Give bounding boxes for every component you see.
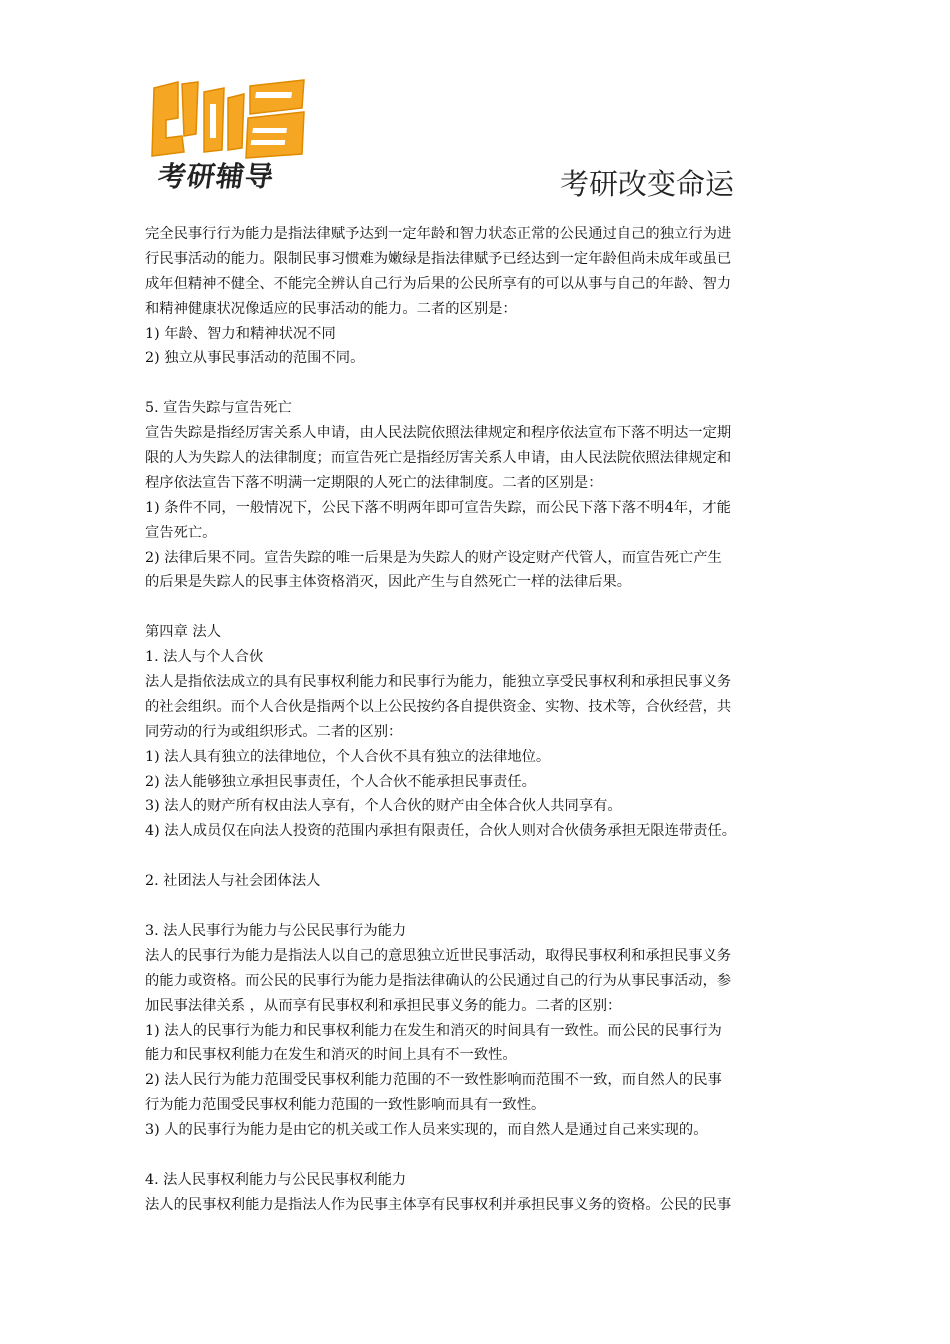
text-line: 3. 法人民事行为能力与公民民事行为能力 (145, 922, 407, 939)
text-line: 完全民事行行为能力是指法律赋予达到一定年龄和智力状态正常的公民通过自己的独立行为进 (145, 226, 732, 242)
text-line: 4. 法人民事权利能力与公民民事权利能力 (145, 1171, 407, 1188)
blank-line (145, 894, 810, 919)
text-line: 1) 年龄、智力和精神状况不同 (145, 325, 336, 342)
logo-mark-icon (148, 78, 308, 160)
text-line: 能力和民事权利能力在发生和消灭的时间上具有不一致性。 (145, 1047, 517, 1064)
blank-line (145, 844, 810, 869)
text-line: 1) 条件不同，一般情况下，公民下落不明两年即可宣告失踪，而公民下落下落不明4年，才能 (145, 499, 731, 516)
slogan: 考研改变命运 (560, 167, 735, 201)
text-line: 2) 独立从事民事活动的范围不同。 (145, 350, 365, 367)
text-line: 的能力或资格。而公民的民事行为能力是指法律确认的公民通过自己的行为从事民事活动，参 (145, 972, 732, 989)
svg-text:凯程: 凯程 (148, 78, 150, 79)
text-line: 行民事活动的能力。限制民事习惯难为嫩绿是指法律赋予已经达到一定年龄但尚未成年或虽已 (145, 250, 732, 267)
text-line: 法人的民事行为能力是指法人以自己的意思独立近世民事活动，取得民事权利和承担民事义务 (145, 947, 732, 964)
text-line: 和精神健康状况像适应的民事活动的能力。二者的区别是： (145, 300, 517, 317)
text-line: 2. 社团法人与社会团体法人 (145, 873, 321, 890)
text-line: 3) 法人的财产所有权由法人享有，个人合伙的财产由全体合伙人共同享有。 (145, 798, 622, 815)
logo-subtitle: 考研辅导 (155, 160, 277, 193)
text-line: 2) 法人民行为能力范围受民事权利能力范围的不一致性影响而范围不一致，而自然人的民事 (145, 1072, 722, 1089)
text-line: 3) 人的民事行为能力是由它的机关或工作人员来实现的，而自然人是通过自己来实现的。 (145, 1122, 708, 1139)
text-line: 限的人为失踪人的法律制度；而宣告死亡是指经厉害关系人申请，由人民法院依照法律规定和 (145, 450, 732, 467)
text-line: 程序依法宣告下落不明满一定期限的人死亡的法律制度。二者的区别是： (145, 474, 603, 491)
text-line: 1) 法人的民事行为能力和民事权利能力在发生和消灭的时间具有一致性。而公民的民事行为 (145, 1022, 722, 1039)
kaicheng-logo (148, 78, 308, 198)
text-line: 1. 法人与个人合伙 (145, 649, 264, 666)
text-line: 4) 法人成员仅在向法人投资的范围内承担有限责任，合伙人则对合伙债务承担无限连带责任。 (145, 823, 737, 840)
text-line: 1) 法人具有独立的法律地位，个人合伙不具有独立的法律地位。 (145, 748, 551, 765)
text-line: 2) 法人能够独立承担民事责任，个人合伙不能承担民事责任。 (145, 773, 536, 790)
text-line: 宣告失踪是指经厉害关系人申请，由人民法院依照法律规定和程序依法宣布下落不明达一定期 (145, 425, 732, 442)
text-line: 的社会组织。而个人合伙是指两个以上公民按约各自提供资金、实物、技术等，合伙经营，共 (145, 698, 732, 715)
text-line: 成年但精神不健全、不能完全辨认自己行为后果的公民所享有的可以从事与自己的年龄、智力 (145, 275, 732, 292)
text-line: 行为能力范围受民事权利能力范围的一致性影响而具有一致性。 (145, 1097, 546, 1114)
text-line: 2) 法律后果不同。宣告失踪的唯一后果是为失踪人的财产设定财产代管人，而宣告死亡产生 (145, 549, 722, 566)
text-line: 宣告死亡。 (145, 524, 217, 541)
text-line: 第四章 法人 (145, 624, 222, 641)
text-line: 法人的民事权利能力是指法人作为民事主体享有民事权利并承担民事义务的资格。公民的民事 (145, 1196, 732, 1213)
blank-line (145, 595, 810, 620)
text-line: 加民事法律关系 ，从而享有民事权利和承担民事义务的能力。二者的区别： (145, 997, 622, 1014)
text-line: 法人是指依法成立的具有民事权利能力和民事行为能力，能独立享受民事权利和承担民事义务 (145, 674, 732, 691)
text-line: 5. 宣告失踪与宣告死亡 (145, 400, 292, 417)
text-line: 的后果是失踪人的民事主体资格消灭，因此产生与自然死亡一样的法律后果。 (145, 574, 632, 591)
blank-line (145, 371, 810, 396)
document-body (145, 222, 810, 1218)
text-line: 同劳动的行为或组织形式。二者的区别： (145, 723, 403, 740)
blank-line (145, 1143, 810, 1168)
